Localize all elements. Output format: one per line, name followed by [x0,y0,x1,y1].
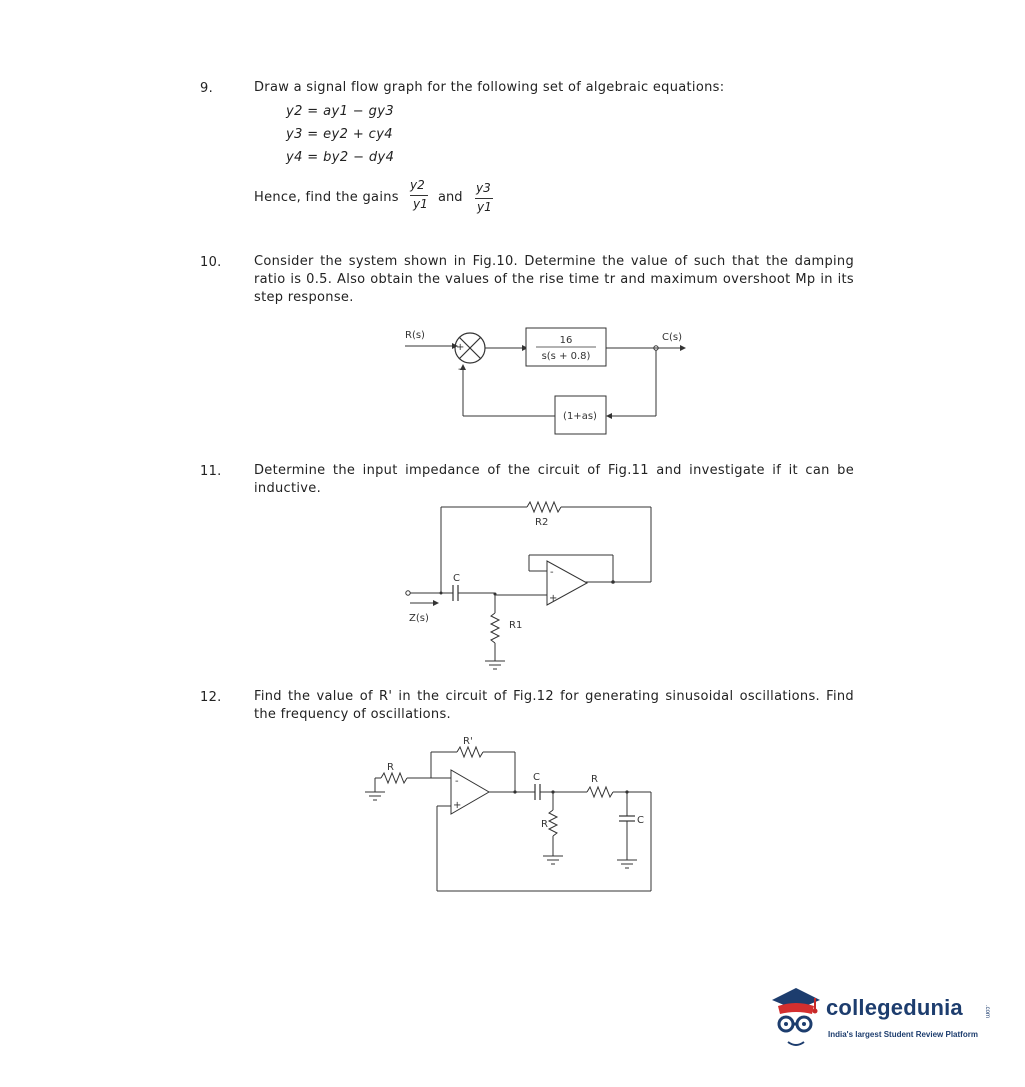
resistor-series [587,787,613,797]
input-label: R(s) [405,330,425,341]
question-9-number: 9. [200,81,214,96]
question-9-and: and [438,190,463,205]
feedback-label: (1+as) [563,411,597,422]
equation-y4: y4 = by2 − dy4 [286,150,395,165]
r-shunt-label: R [541,819,548,830]
resistor-r-prime [457,747,483,757]
logo-com-suffix: .com [984,1005,990,1019]
resistor-shunt [549,810,557,836]
question-9-hence: Hence, find the gains [254,190,399,205]
fraction-1-numerator: y2 [410,178,425,192]
fraction-1-denominator: y1 [413,197,428,211]
op-amp-plus: + [549,593,558,604]
c-series-label: C [533,772,540,783]
r1-label: R1 [509,620,523,631]
input-terminal [406,591,410,595]
question-10-number: 10. [200,255,222,270]
op-amp-minus: - [550,567,554,578]
fraction-2-denominator: y1 [477,200,492,214]
op-amp-minus: - [455,776,459,787]
c-label: C [453,573,460,584]
resistor-r1 [491,613,499,643]
question-12-text: Find the value of R' in the circuit of Fig.12 for generating sinusoidal oscillations. Find the frequency of oscillations. [254,689,854,722]
minus-sign: - [458,364,462,375]
r-input-label: R [387,762,394,773]
fraction-2-bar [475,198,493,199]
equation-y2: y2 = ay1 − gy3 [286,104,395,119]
c-shunt-label: C [637,815,644,826]
figure-12-oscillator-circuit [355,730,665,895]
r-prime-label: R' [463,736,473,747]
question-11-text: Determine the input impedance of the circuit of Fig.11 and investigate if it can be inductive. [254,463,854,496]
plus-sign: + [456,342,465,353]
figure-10-block-diagram [390,320,700,445]
fraction-2-numerator: y3 [476,181,491,195]
collegedunia-mascot-logo [768,980,826,1050]
r-series-label: R [591,774,598,785]
tf-numerator: 16 [559,335,573,346]
output-label: C(s) [662,332,682,343]
equation-y3: y3 = ey2 + cy4 [286,127,393,142]
logo-wordmark: collegedunia [826,995,963,1020]
resistor-r-input [381,773,407,783]
r2-label: R2 [535,517,549,528]
question-11-number: 11. [200,464,222,479]
logo-tagline: India's largest Student Review Platform [828,1030,978,1039]
question-9-text: Draw a signal flow graph for the following set of algebraic equations: [254,80,725,95]
output-node [611,580,615,584]
fraction-1-bar [410,195,428,196]
figure-11-circuit [395,495,660,675]
question-12-number: 12. [200,690,222,705]
resistor-r2 [527,502,561,512]
op-amp-plus: + [453,800,462,811]
tf-denominator: s(s + 0.8) [541,351,591,362]
impedance-label: Z(s) [409,613,429,624]
question-10-text: Consider the system shown in Fig.10. Determine the value of such that the damping ratio is 0.5. Also obtain the values of the rise time tr and maximum overshoot Mp in its step response. [254,254,854,305]
